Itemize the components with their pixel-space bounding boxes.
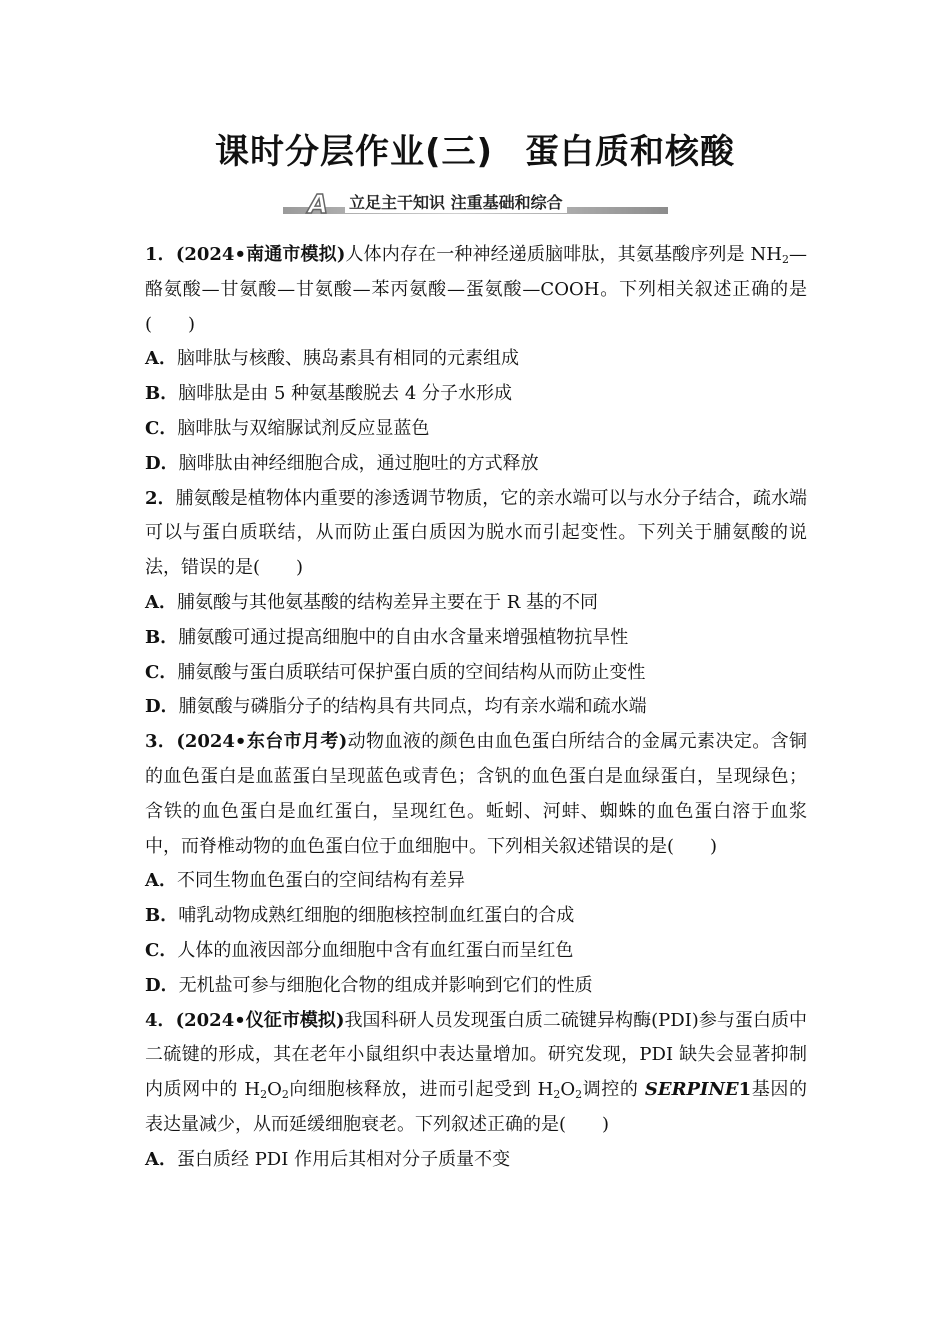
option-text: 脑啡肽与双缩脲试剂反应显蓝色 [177,417,430,439]
option-text: 蛋白质经 PDI 作用后其相对分子质量不变 [176,1148,511,1170]
option [145,656,807,691]
title-sub: 蛋白质和核酸 [525,132,736,172]
page-title [0,124,950,173]
option-letter: B． [145,626,179,648]
gene-name: SERPINE [644,1079,739,1101]
option-letter: A． [145,1148,177,1170]
questions [145,238,807,1178]
stem-text: 人体内存在一种神经递质脑啡肽，其氨基酸序列是 NH [345,244,783,265]
question-1-stem [145,238,807,342]
question-4-stem [145,1004,807,1143]
option-letter: B． [145,905,179,927]
option [145,447,807,482]
stem-text: 动物血液的颜色由血色蛋白所结合的金属元素决定。含铜的血色蛋白是血蓝蛋白呈现蓝色或青色；含钒的血色蛋白是血绿蛋白，呈现绿色；含铁的血色蛋白是血红蛋白，呈现红色。蚯蚓、河蚌、蜘蛛的血色蛋白溶于血浆中，而脊椎动物的血色蛋白位于血细胞中。下列相关叙述错误的是( ) [145,731,807,857]
option-letter: A． [145,348,177,370]
option-letter: D． [145,696,179,718]
subscript: 2 [281,1088,289,1102]
gene-number: 1 [738,1079,752,1101]
option [145,1143,807,1178]
section-badge: A [307,190,329,220]
subscript: 2 [553,1088,561,1102]
option-text: 哺乳动物成熟红细胞的细胞核控制血红蛋白的合成 [178,905,575,927]
option-text: 脯氨酸与蛋白质联结可保护蛋白质的空间结构从而防止变性 [177,661,646,683]
option [145,621,807,656]
option [145,412,807,447]
option-text: 脯氨酸可通过提高细胞中的自由水含量来增强植物抗旱性 [178,626,629,648]
subscript: 2 [260,1088,268,1102]
section-label: 立足主干知识 注重基础和综合 [345,193,567,213]
option-text: 脑啡肽与核酸、胰岛素具有相同的元素组成 [176,348,519,370]
option-text: 脯氨酸与磷脂分子的结构具有共同点，均有亲水端和疏水端 [178,696,647,718]
subscript: 2 [782,253,790,266]
option-text: 脑啡肽是由 5 种氨基酸脱去 4 分子水形成 [178,383,513,405]
question-source: (2024•东台市月考) [176,731,348,753]
option-letter: A． [145,591,177,613]
option [145,342,807,377]
stem-text: 向细胞核释放，进而引起受到 H [288,1079,554,1101]
question-source: (2024•南通市模拟) [175,244,346,265]
option-text: 脑啡肽由神经细胞合成，通过胞吐的方式释放 [178,452,539,474]
question-2-stem [145,482,807,586]
stem-text: O [267,1079,282,1101]
option-letter: C． [145,417,178,439]
option-letter: D． [145,452,179,474]
option-text: 人体的血液因部分血细胞中含有血红蛋白而呈红色 [177,939,574,961]
stem-text: 脯氨酸是植物体内重要的渗透调节物质，它的亲水端可以与水分子结合，疏水端可以与蛋白质联结，从而防止蛋白质因为脱水而引起变性。下列关于脯氨酸的说法，错误的是( ) [145,487,807,579]
option-letter: C． [145,661,178,683]
stem-text: 我国科研人员发现蛋白质二硫键异构酶(PDI)参与蛋白质中二硫键的形成，其在老年小鼠组织中表达量增加。研究发现，PDI 缺失会显著抑制内质网中的 H [145,1009,808,1101]
question-number: 4． [145,1009,176,1031]
option [145,934,807,969]
question-source: (2024•仪征市模拟) [175,1009,345,1031]
stem-text: O [560,1079,576,1101]
option [145,864,807,899]
option [145,899,807,934]
option [145,377,807,412]
section-banner [283,192,668,220]
stem-text: 调控的 [582,1079,645,1101]
option-letter: B． [145,383,179,405]
option-text: 不同生物血色蛋白的空间结构有差异 [176,870,465,892]
option-letter: D． [145,974,179,996]
option-text: 脯氨酸与其他氨基酸的结构差异主要在于 R 基的不同 [176,591,598,613]
option-letter: A． [145,870,177,892]
subscript: 2 [575,1088,583,1102]
option [145,690,807,725]
title-main: 课时分层作业(三) [214,132,494,172]
stem-text: —酪氨酸—甘氨酸—甘氨酸—苯丙氨酸—蛋氨酸—COOH。下列相关叙述正确的是( ) [145,244,808,335]
question-3-stem [145,725,807,864]
question-number: 3． [145,731,177,753]
option-letter: C． [145,939,178,961]
question-number: 1． [145,244,176,265]
stem-text: 基因的表达量减少，从而延缓细胞衰老。下列叙述正确的是( ) [145,1079,808,1135]
option [145,586,807,621]
option [145,969,807,1004]
option-text: 无机盐可参与细胞化合物的组成并影响到它们的性质 [178,974,593,996]
question-number: 2． [145,487,176,509]
